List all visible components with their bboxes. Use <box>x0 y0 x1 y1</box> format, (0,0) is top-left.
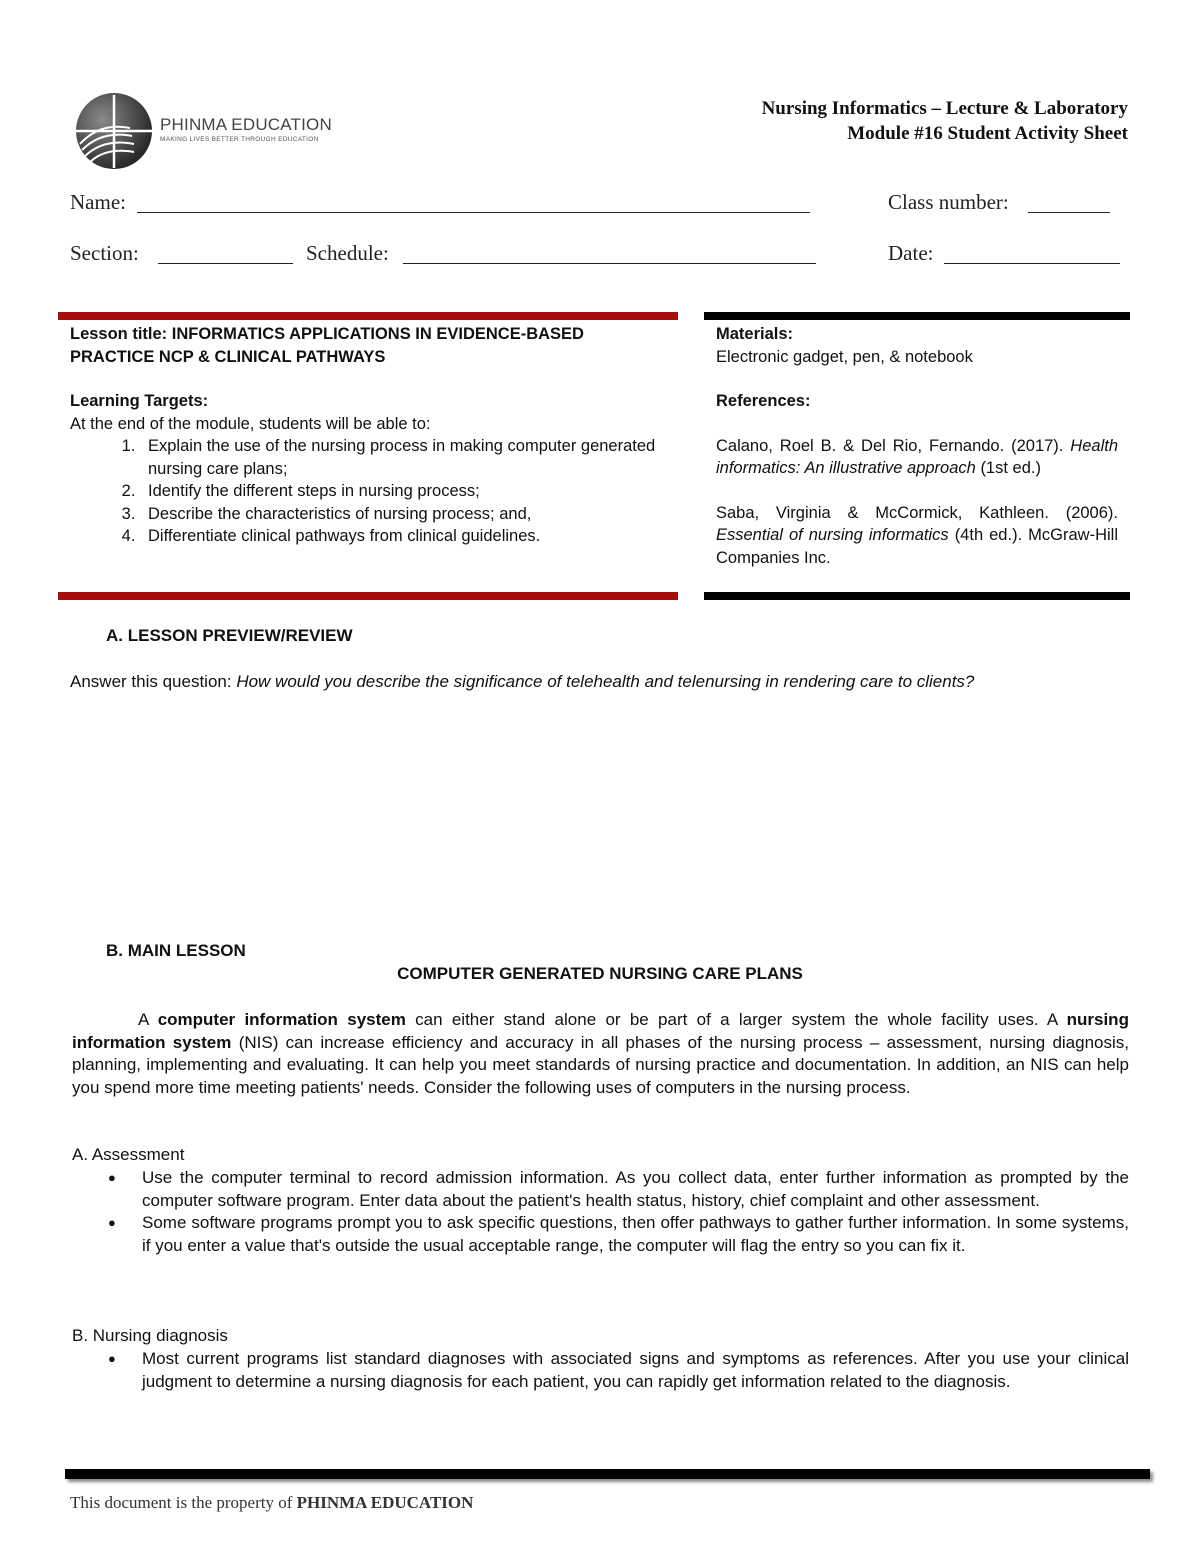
reference-1-title: Health informatics: An illustrative approach <box>716 436 1118 477</box>
lesson-box <box>70 323 670 548</box>
list-item: 2. Identify the different steps in nursing process; <box>140 480 670 503</box>
materials-heading: Materials: <box>716 325 794 343</box>
list-item: ● Most current programs list standard diagnoses with associated signs and symptoms as references. After you use your clinical judgment to determine a nursing diagnosis for each patient, you can rapidly get information related to the diagnosis. <box>142 1348 1129 1393</box>
date-input-line[interactable] <box>944 263 1120 264</box>
learning-targets-intro: At the end of the module, students will be able to: <box>70 414 431 433</box>
intro-term-computer-information-system: computer information system <box>157 1010 406 1029</box>
preview-question <box>70 671 1140 694</box>
course-title: Nursing Informatics – Lecture & Laboratory <box>761 98 1128 119</box>
reference-1 <box>716 435 1118 480</box>
right-box-bottom-rule <box>704 592 1130 600</box>
intro-text-1: A <box>138 1010 149 1029</box>
section-input-line[interactable] <box>158 263 293 264</box>
class-number-label: Class number: <box>888 190 1009 214</box>
name-field <box>70 190 126 215</box>
footer-rule <box>65 1469 1150 1479</box>
lesson-subheading: COMPUTER GENERATED NURSING CARE PLANS <box>397 964 803 983</box>
footer-text: This document is the property of <box>70 1493 293 1512</box>
name-input-line[interactable] <box>137 212 810 213</box>
date-label: Date: <box>888 241 934 265</box>
footer <box>70 1493 473 1513</box>
reference-1-edition: (1st ed.) <box>980 459 1041 477</box>
right-box-top-rule <box>704 312 1130 320</box>
materials-box <box>716 323 1118 569</box>
phinma-logo <box>74 92 154 170</box>
assessment-list <box>72 1167 1129 1257</box>
question-prompt-label: Answer this question: <box>70 672 232 691</box>
schedule-label: Schedule: <box>306 241 389 265</box>
intro-text-3: (NIS) can increase efficiency and accuracy in all phases of the nursing process – assessment, nursing diagnosis, planning, implementing and evaluating. It can help you meet standards of nursing practice and documentation. In addition, an NIS can help you spend more time meeting patients' needs. Consider the following uses of computers in the nursing process. <box>72 1032 1129 1097</box>
list-item: ● Some software programs prompt you to ask specific questions, then offer pathways to gather further information. In some systems, if you enter a value that's outside the usual acceptable range, the computer will flag the entry so you can fix it. <box>142 1212 1129 1257</box>
name-label: Name: <box>70 190 126 214</box>
question-text: How would you describe the significance of telehealth and telenursing in rendering care to clients? <box>236 672 975 691</box>
intro-term-nursing-information-system: nursing information system <box>72 1010 1129 1052</box>
reference-2 <box>716 502 1118 570</box>
assessment-heading: A. Assessment <box>72 1145 185 1164</box>
schedule-field <box>306 241 389 266</box>
class-number-input-line[interactable] <box>1028 212 1110 213</box>
learning-targets-heading: Learning Targets: <box>70 392 209 410</box>
list-item: 4. Differentiate clinical pathways from clinical guidelines. <box>140 525 670 548</box>
document-header <box>762 96 1128 146</box>
reference-1-authors: Calano, Roel B. & Del Rio, Fernando. (2017). <box>716 436 1064 455</box>
section-b-heading: B. MAIN LESSON <box>106 941 246 960</box>
nursing-diagnosis-list <box>72 1348 1129 1393</box>
section-field <box>70 241 139 266</box>
footer-brand: PHINMA EDUCATION <box>296 1493 474 1512</box>
logo-name: PHINMA EDUCATION <box>160 115 332 134</box>
phinma-logo-icon <box>74 92 154 170</box>
left-box-bottom-rule <box>58 592 678 600</box>
list-item: ● Use the computer terminal to record admission information. As you collect data, enter further information as prompted by the computer software program. Enter data about the patient's health status, history, chief complaint and other assessment. <box>142 1167 1129 1212</box>
reference-2-authors: Saba, Virginia & McCormick, Kathleen. (2006). <box>716 503 1118 522</box>
references-heading: References: <box>716 392 811 410</box>
lesson-title: Lesson title: INFORMATICS APPLICATIONS IN EVIDENCE-BASED PRACTICE NCP & CLINICAL PATHWAYS <box>70 325 584 366</box>
schedule-input-line[interactable] <box>403 263 816 264</box>
module-title: Module #16 Student Activity Sheet <box>847 123 1128 144</box>
section-a-heading: A. LESSON PREVIEW/REVIEW <box>106 626 353 645</box>
list-item: 1. Explain the use of the nursing process in making computer generated nursing care plans; <box>140 435 670 480</box>
materials-text: Electronic gadget, pen, & notebook <box>716 347 973 366</box>
list-item: 3. Describe the characteristics of nursing process; and, <box>140 503 670 526</box>
nursing-diagnosis-heading: B. Nursing diagnosis <box>72 1326 228 1345</box>
section-label: Section: <box>70 241 139 265</box>
logo-tagline: MAKING LIVES BETTER THROUGH EDUCATION <box>160 136 319 143</box>
reference-2-edition: (4th ed.). McGraw-Hill Companies Inc. <box>716 526 1118 567</box>
intro-text-2: can either stand alone or be part of a larger system the whole facility uses. A <box>415 1010 1058 1029</box>
learning-targets-list <box>70 435 670 548</box>
intro-paragraph <box>72 1009 1129 1099</box>
date-field <box>888 241 933 266</box>
reference-2-title: Essential of nursing informatics <box>716 526 949 544</box>
class-number-field <box>888 190 1009 215</box>
left-box-top-rule <box>58 312 678 320</box>
